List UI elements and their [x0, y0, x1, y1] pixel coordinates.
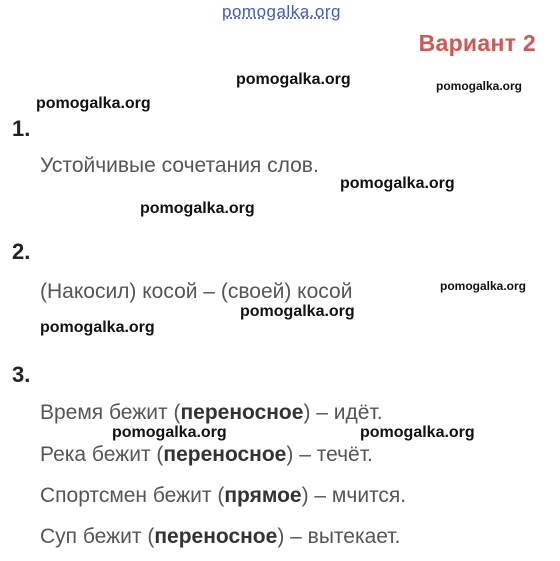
watermark: pomogalka.org: [36, 95, 151, 112]
task-number-2: 2.: [12, 239, 31, 264]
watermark: pomogalka.org: [240, 303, 355, 320]
task-3-line-3: [40, 484, 406, 508]
task-number-3: 3.: [12, 362, 31, 387]
task-1-answer: Устойчивые сочетания слов.: [40, 154, 319, 177]
watermark: pomogalka.org: [436, 79, 523, 93]
watermark: pomogalka.org: [40, 319, 155, 336]
header-watermark: pomogalka.org: [222, 2, 341, 21]
line-text-after: ) – идёт.: [303, 401, 383, 424]
line-text-bold: переносное: [154, 525, 278, 548]
line-text-before: Время бежит (: [40, 401, 181, 424]
task-number-1: 1.: [12, 116, 31, 141]
line-text-before: Спортсмен бежит (: [40, 484, 225, 507]
watermark: pomogalka.org: [440, 279, 527, 293]
task-3-line-1: [40, 401, 383, 425]
line-text-before: Суп бежит (: [40, 525, 155, 548]
task-3-line-2: [40, 443, 373, 467]
watermark: pomogalka.org: [236, 71, 351, 88]
task-2-answer: (Накосил) косой – (своей) косой: [40, 280, 353, 303]
watermark: pomogalka.org: [340, 175, 455, 192]
watermark: pomogalka.org: [140, 200, 255, 217]
line-text-bold: прямое: [224, 484, 302, 507]
line-text-before: Река бежит (: [40, 443, 164, 466]
watermark: pomogalka.org: [360, 424, 475, 441]
line-text-after: ) – течёт.: [286, 443, 373, 466]
line-text-after: ) – вытекает.: [277, 525, 401, 548]
line-text-bold: переносное: [180, 401, 304, 424]
line-text-bold: переносное: [163, 443, 287, 466]
variant-title: Вариант 2: [418, 30, 536, 56]
task-3-line-4: [40, 525, 400, 549]
line-text-after: ) – мчится.: [301, 484, 407, 507]
watermark: pomogalka.org: [112, 424, 227, 441]
